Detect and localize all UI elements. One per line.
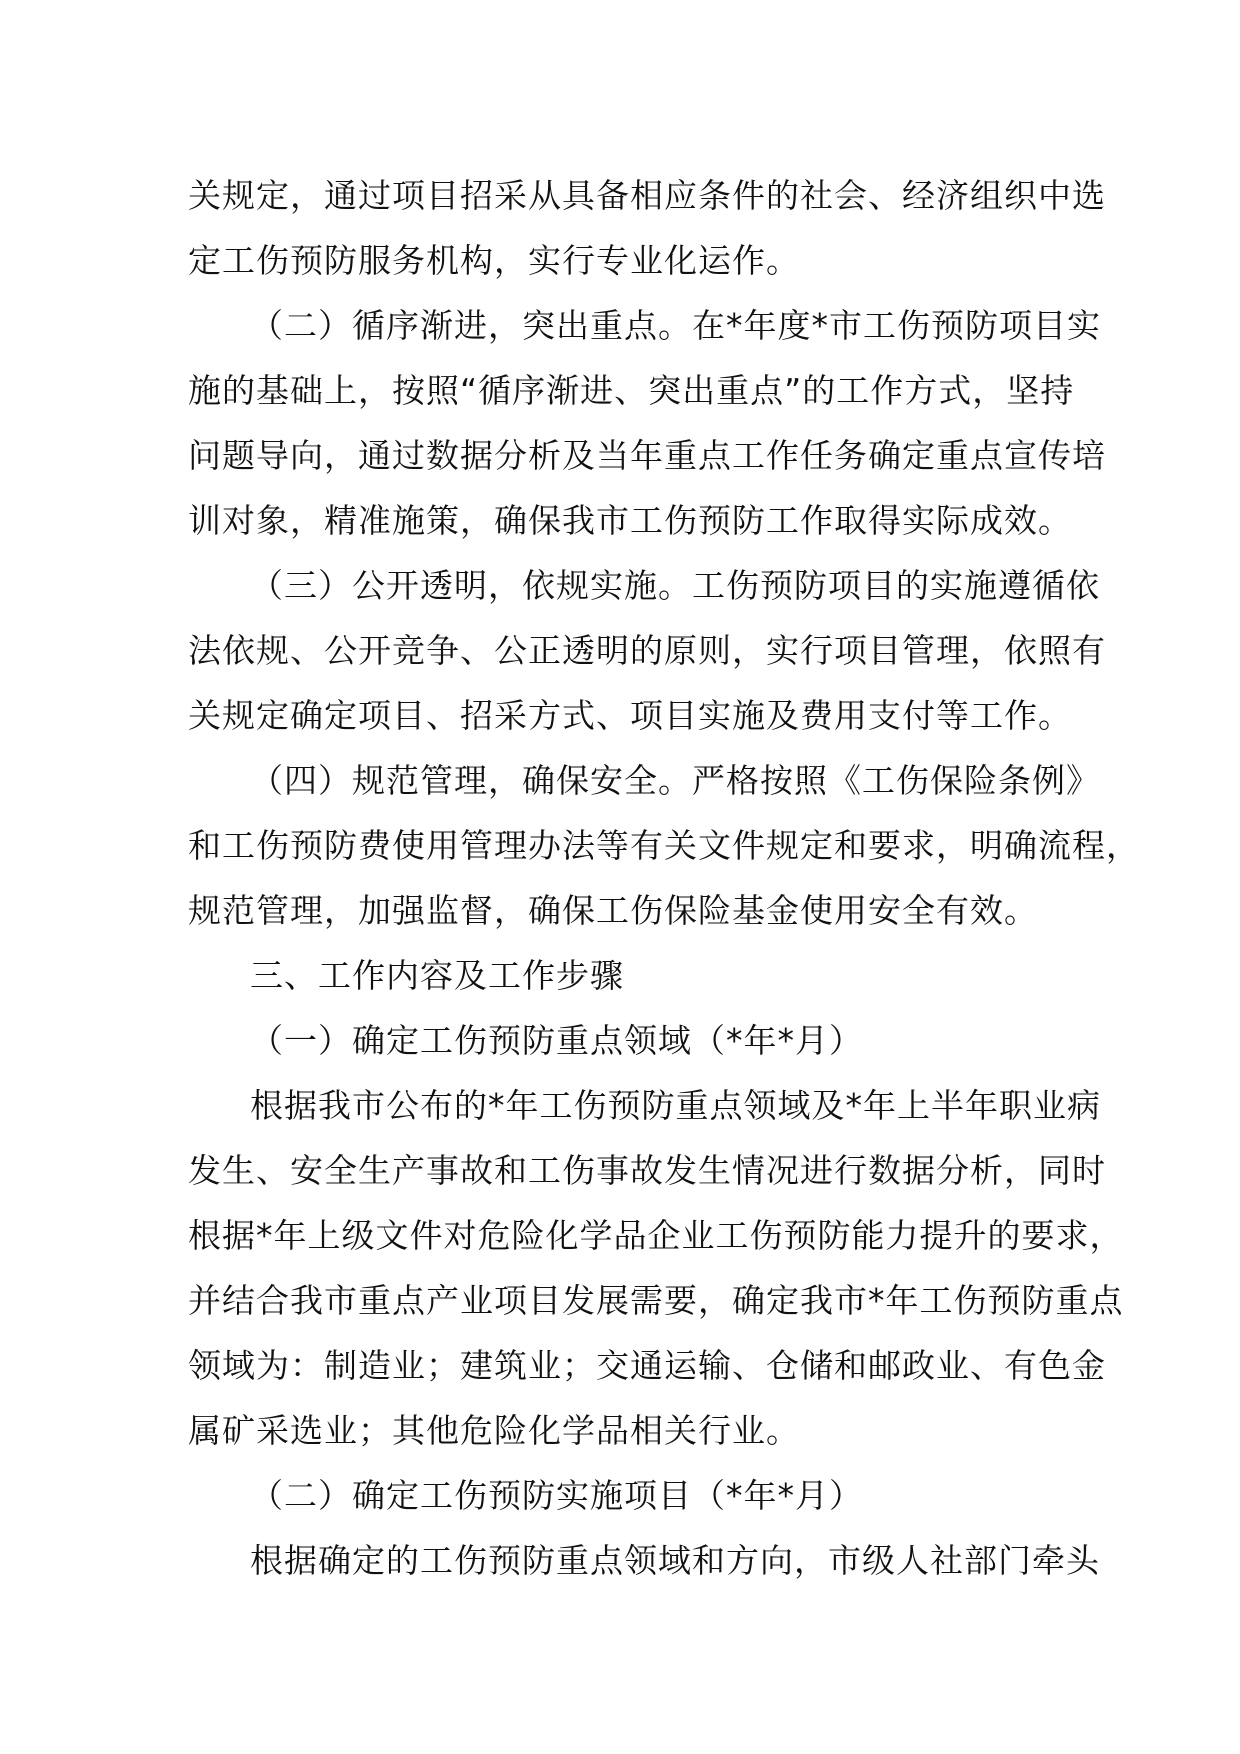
text-line: （二）循序渐进，突出重点。在*年度*市工伤预防项目实 — [250, 306, 1101, 345]
text-line: 训对象，精准施策，确保我市工伤预防工作取得实际成效。 — [188, 501, 1072, 540]
text-line: （四）规范管理，确保安全。严格按照《工伤保险条例》 — [250, 761, 1100, 800]
text-line: 和工伤预防费使用管理办法等有关文件规定和要求，明确流程， — [188, 826, 1140, 865]
text-line: 定工伤预防服务机构，实行专业化运作。 — [188, 241, 800, 280]
text-line: 领域为：制造业；建筑业；交通运输、仓储和邮政业、有色金 — [188, 1346, 1106, 1385]
text-line: （三）公开透明，依规实施。工伤预防项目的实施遵循依 — [250, 566, 1100, 605]
text-line: 问题导向，通过数据分析及当年重点工作任务确定重点宣传培 — [188, 436, 1106, 475]
text-line: 并结合我市重点产业项目发展需要，确定我市*年工伤预防重点 — [188, 1281, 1124, 1320]
text-line: 法依规、公开竞争、公正透明的原则，实行项目管理，依照有 — [188, 631, 1106, 670]
subsection-heading: （二）确定工伤预防实施项目（*年*月） — [250, 1476, 863, 1515]
section-heading: 三、工作内容及工作步骤 — [250, 956, 624, 995]
text-line: 根据确定的工伤预防重点领域和方向，市级人社部门牵头 — [250, 1541, 1100, 1580]
text-line: 规范管理，加强监督，确保工伤保险基金使用安全有效。 — [188, 891, 1038, 930]
text-line: 发生、安全生产事故和工伤事故发生情况进行数据分析，同时 — [188, 1151, 1106, 1190]
subsection-heading: （一）确定工伤预防重点领域（*年*月） — [250, 1021, 863, 1060]
text-line: 根据*年上级文件对危险化学品企业工伤预防能力提升的要求， — [188, 1216, 1124, 1255]
text-line: 属矿采选业；其他危险化学品相关行业。 — [188, 1411, 800, 1450]
text-line: 关规定确定项目、招采方式、项目实施及费用支付等工作。 — [188, 696, 1072, 735]
text-line: 施的基础上，按照“循序渐进、突出重点”的工作方式，坚持 — [188, 371, 1075, 410]
text-line: 关规定，通过项目招采从具备相应条件的社会、经济组织中选 — [188, 176, 1106, 215]
text-line: 根据我市公布的*年工伤预防重点领域及*年上半年职业病 — [250, 1086, 1101, 1125]
